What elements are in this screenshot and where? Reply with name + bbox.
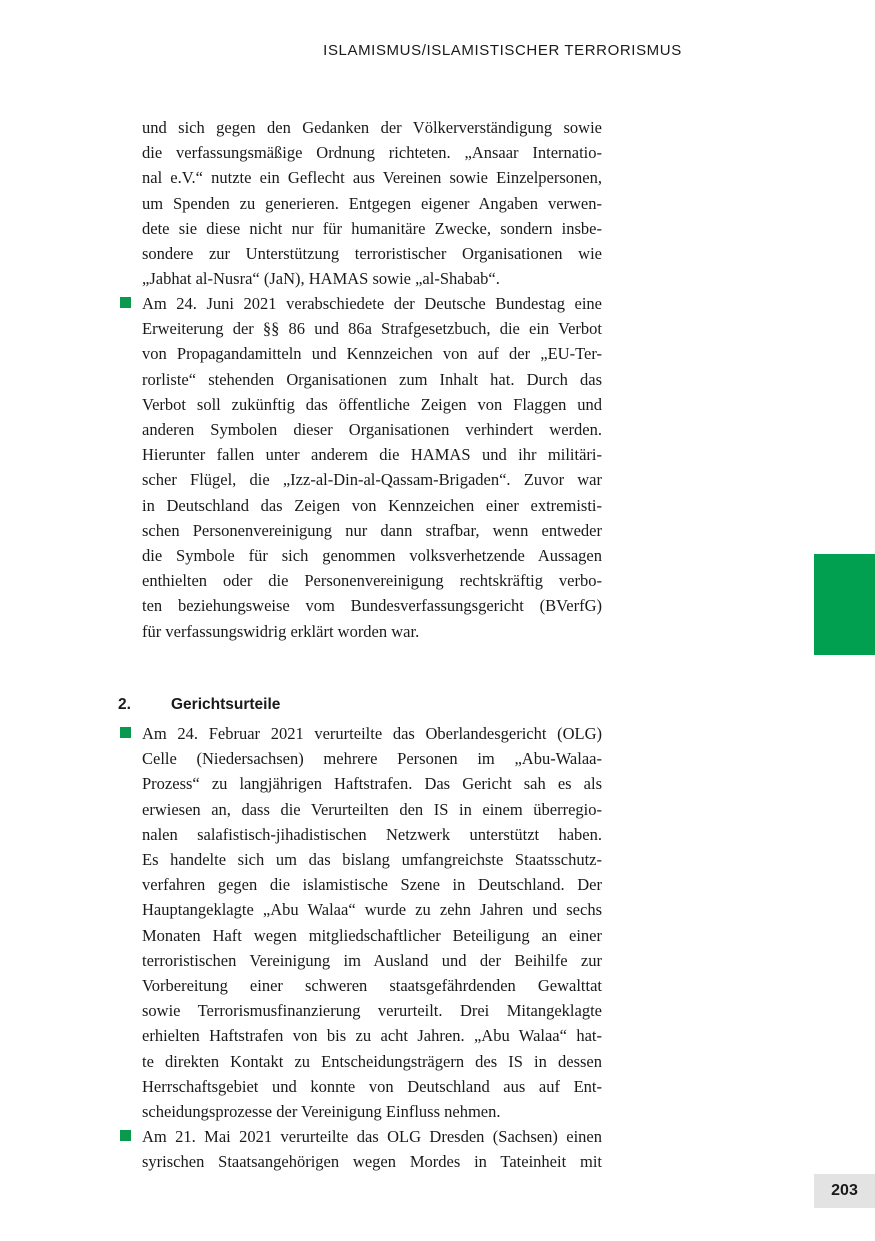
bullet-paragraph-olg-dresden [142, 1124, 602, 1174]
page-number-box [814, 1174, 875, 1208]
text-line: scheidungsprozesse der Vereinigung Einfluss nehmen. [142, 1102, 501, 1122]
text-line: für verfassungswidrig erklärt worden war. [142, 621, 420, 641]
bullet-square-icon [120, 727, 131, 738]
section-heading [118, 696, 280, 714]
text-line: rorliste“ stehenden Organisationen zum Inhalt hat. Durch das [142, 369, 602, 389]
text-line: in Deutschland das Zeigen von Kennzeichen einer extremisti- [142, 495, 602, 515]
text-line: terroristischen Vereinigung im Ausland und der Beihilfe zur [142, 950, 602, 970]
text-line: ten beziehungsweise vom Bundesverfassungsgericht (BVerfG) [142, 596, 602, 616]
text-line: und sich gegen den Gedanken der Völkerverständigung sowie [142, 118, 602, 137]
text-line: nalen salafistisch-jihadistischen Netzwerk unterstützt haben. [142, 824, 602, 844]
text-line: scher Flügel, die „Izz-al-Din-al-Qassam-Brigaden“. Zuvor war [142, 470, 602, 490]
text-line: Am 21. Mai 2021 verurteilte das OLG Dresden (Sachsen) einen [142, 1127, 602, 1146]
running-header [0, 42, 875, 59]
text-line: erhielten Haftstrafen von bis zu acht Jahren. „Abu Walaa“ hat- [142, 1026, 602, 1046]
text-line: Prozess“ zu langjährigen Haftstrafen. Das Gericht sah es als [142, 774, 602, 794]
text-line: sondere zur Unterstützung terroristischer Organisationen wie [142, 244, 602, 264]
text-line: Monaten Haft wegen mitgliedschaftlicher Beteiligung an einer [142, 925, 602, 945]
bullet-paragraph-abu-walaa [142, 721, 602, 1124]
text-line: nal e.V.“ nutzte ein Geflecht aus Vereinen sowie Einzelpersonen, [142, 168, 602, 188]
text-line: verfahren gegen die islamistische Szene in Deutschland. Der [142, 875, 602, 895]
text-line: Am 24. Juni 2021 verabschiedete der Deutsche Bundestag eine [142, 294, 602, 313]
text-line: Hauptangeklagte „Abu Walaa“ wurde zu zehn Jahren und sechs [142, 900, 602, 920]
text-line: schen Personenvereinigung nur dann strafbar, wenn entweder [142, 520, 602, 540]
text-line: enthielten oder die Personenvereinigung rechtskräftig verbo- [142, 571, 602, 591]
running-header-title: ISLAMISMUS/ISLAMISTISCHER TERRORISMUS [323, 42, 682, 59]
text-line: Herrschaftsgebiet und konnte von Deutschland aus auf Ent- [142, 1076, 602, 1096]
bullet-paragraph-strafgesetzbuch [142, 291, 602, 644]
text-line: Erweiterung der §§ 86 und 86a Strafgesetzbuch, die ein Verbot [142, 319, 602, 339]
section-number: 2. [118, 696, 131, 713]
text-line: Vorbereitung einer schweren staatsgefährdenden Gewalttat [142, 976, 602, 996]
bullet-square-icon [120, 1130, 131, 1141]
page-number: 203 [831, 1182, 858, 1199]
text-line: Es handelte sich um das bislang umfangreichste Staatsschutz- [142, 850, 602, 870]
text-line: von Propagandamitteln und Kennzeichen von auf der „EU-Ter- [142, 344, 602, 364]
text-line: te direkten Kontakt zu Entscheidungsträgern des IS in dessen [142, 1051, 602, 1071]
text-line: um Spenden zu generieren. Entgegen eigener Angaben verwen- [142, 193, 602, 213]
bullet-square-icon [120, 297, 131, 308]
text-line: Am 24. Februar 2021 verurteilte das Oberlandesgericht (OLG) [142, 724, 602, 743]
section-title: Gerichtsurteile [171, 696, 281, 713]
text-line: Hierunter fallen unter anderem die HAMAS und ihr militäri- [142, 445, 602, 465]
text-line: dete sie diese nicht nur für humanitäre Zwecke, sondern insbe- [142, 218, 602, 238]
text-line: „Jabhat al-Nusra“ (JaN), HAMAS sowie „al-Shabab“. [142, 269, 500, 289]
text-line: die verfassungsmäßige Ordnung richteten. „Ansaar Internatio- [142, 143, 602, 163]
text-line: sowie Terrorismusfinanzierung verurteilt. Drei Mitangeklagte [142, 1001, 602, 1021]
text-line: Verbot soll zukünftig das öffentliche Zeigen von Flaggen und [142, 394, 602, 414]
text-line: die Symbole für sich genommen volksverhetzende Aussagen [142, 546, 602, 566]
text-line: Celle (Niedersachsen) mehrere Personen im „Abu-Walaa- [142, 749, 602, 769]
chapter-tab-marker [814, 554, 875, 655]
paragraph-continuation [142, 115, 602, 291]
text-line: erwiesen an, dass die Verurteilten den IS in einem überregio- [142, 799, 602, 819]
text-line: syrischen Staatsangehörigen wegen Mordes in Tateinheit mit [142, 1152, 602, 1172]
text-line: anderen Symbolen dieser Organisationen verhindert werden. [142, 420, 602, 440]
